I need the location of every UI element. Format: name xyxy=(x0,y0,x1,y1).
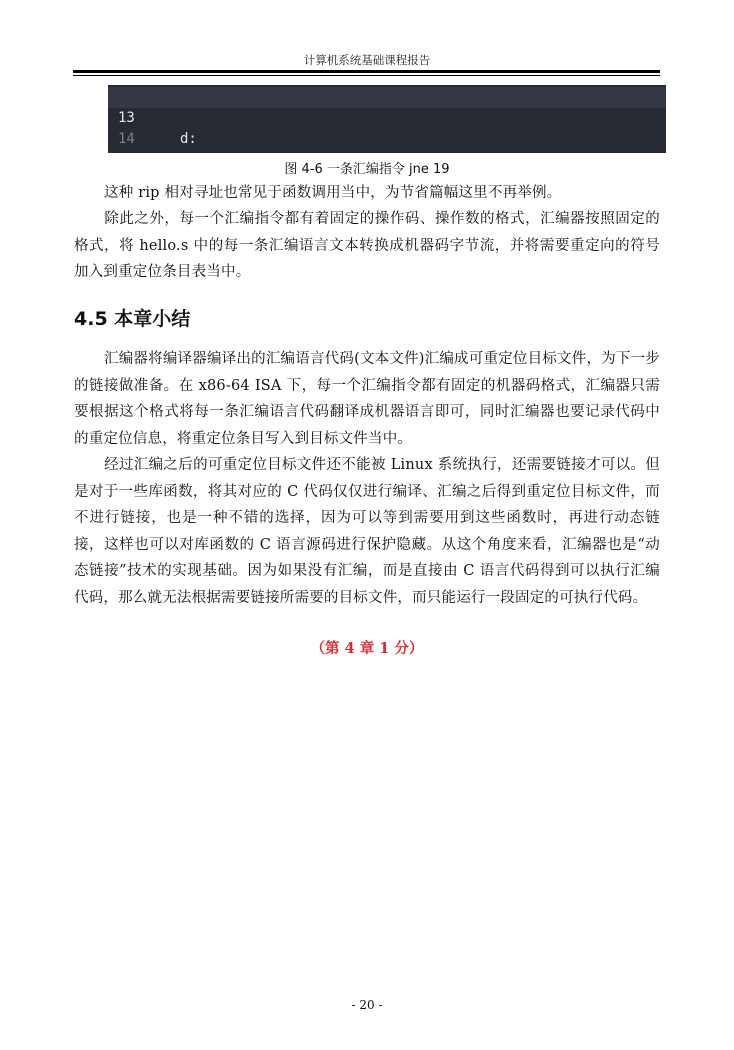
code-address: d: xyxy=(180,131,197,147)
code-line xyxy=(108,129,666,150)
body-paragraph: 汇编器将编译器编译出的汇编语言代码(文本文件)汇编成可重定位目标文件，为下一步的链接做准备。在 x86-64 ISA 下，每一个汇编指令都有固定的机器码格式，汇编器只需要根据这个格式将每一条汇编语言代码翻译成机器语言即可，同时汇编器也要记录代码中的重定位信息，将重定位条目写入到目标文件当中。 xyxy=(74,351,660,447)
figure-caption: 图 4-6 一条汇编指令 jne 19 xyxy=(284,162,450,177)
header-rule-thick xyxy=(73,70,660,73)
body-paragraph: 除此之外，每一个汇编指令都有着固定的操作码、操作数的格式，汇编器按照固定的格式，将 hello.s 中的每一条汇编语言文本转换成机器码字节流，并将需要重定向的符号加入到重定位条目表当中。 xyxy=(74,211,660,280)
running-header-title: 计算机系统基础课程报告 xyxy=(303,53,431,67)
chapter-score-note: （第 4 章 1 分） xyxy=(310,640,424,657)
code-line-number: 13 xyxy=(118,110,135,126)
code-address xyxy=(180,150,197,153)
code-screenshot xyxy=(108,85,666,153)
code-line-number: 14 xyxy=(118,131,135,147)
header-rule-thin xyxy=(73,75,660,76)
body-paragraph: 这种 rip 相对寻址也常见于函数调用当中，为节省篇幅这里不再举例。 xyxy=(104,185,562,201)
body-paragraph: 经过汇编之后的可重定位目标文件还不能被 Linux 系统执行，还需要链接才可以。但是对于一些库函数，将其对应的 C 代码仅仅进行编译、汇编之后得到重定位目标文件，而不进行链接，也是一种不错的选择，因为可以等到需要用到这些函数时，再进行动态链接，这样也可以对库函数的 C 语言源码进行保护隐藏。从这个角度来看，汇编器也是“动态链接”技术的实现基础。因为如果没有汇编，而是直接由 C 语言代码得到可以执行汇编代码，那么就无法根据需要链接所需要的目标文件，而只能运行一段固定的可执行代码。 xyxy=(74,457,660,606)
code-bytes xyxy=(206,150,248,153)
page-number: - 20 - xyxy=(351,998,383,1012)
section-heading: 4.5 本章小结 xyxy=(74,308,191,330)
code-line-number xyxy=(118,150,135,153)
code-line xyxy=(108,108,666,147)
